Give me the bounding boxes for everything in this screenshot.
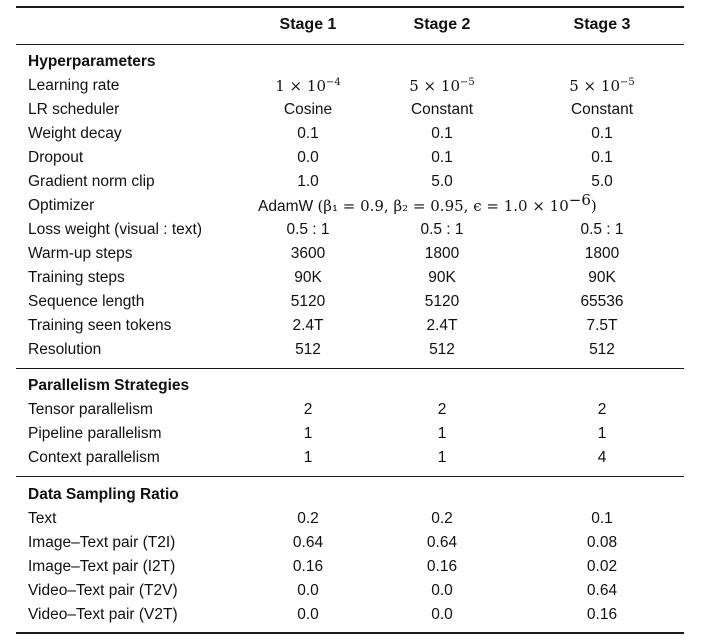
cell-stage-3: 0.1 xyxy=(591,510,613,527)
row-training-steps xyxy=(0,266,704,290)
cell-stage-1: 0.16 xyxy=(292,558,324,575)
cell-stage-3: 4 xyxy=(597,449,607,466)
bottom-rule xyxy=(16,632,684,634)
row-label: Resolution xyxy=(28,341,102,358)
cell-stage-1: 3600 xyxy=(290,245,326,262)
row-label: Weight decay xyxy=(28,125,122,142)
section-title: Parallelism Strategies xyxy=(28,377,190,394)
cell-stage-1: 0.0 xyxy=(297,606,319,623)
cell-stage-3: 1 xyxy=(597,425,607,442)
cell-stage-2: 5120 xyxy=(424,293,460,310)
cell-stage-2: 1 xyxy=(437,425,447,442)
cell-stage-1: 90K xyxy=(294,269,322,286)
header-rule xyxy=(16,44,684,45)
row-label: Context parallelism xyxy=(28,449,160,466)
cell-stage-3: 512 xyxy=(589,341,615,358)
cell-stage-1: 0.2 xyxy=(297,510,319,527)
row-learning-rate xyxy=(0,74,704,98)
cell-stage-1: 0.0 xyxy=(297,149,319,166)
cell-stage-1: 1 xyxy=(303,425,313,442)
row-label: Image–Text pair (I2T) xyxy=(28,558,176,575)
row-label: Warm-up steps xyxy=(28,245,133,262)
cell-stage-2: 0.0 xyxy=(431,606,453,623)
optimizer-value: AdamW (β₁ = 0.9, β₂ = 0.95, $\epsilon = 1.0 \times 10^{-6}$) xyxy=(258,191,597,215)
cell-stage-2: Constant xyxy=(410,101,474,118)
row-label: Loss weight (visual : text) xyxy=(28,221,203,238)
cell-stage-2: 0.0 xyxy=(431,582,453,599)
cell-stage-2: 2 xyxy=(437,401,447,418)
cell-stage-1: 2.4T xyxy=(292,317,324,334)
cell-stage-2: 0.5 : 1 xyxy=(420,221,464,238)
row-context-parallelism xyxy=(0,446,704,470)
cell-stage-3: 1800 xyxy=(584,245,620,262)
cell-stage-3: 0.08 xyxy=(586,534,618,551)
section-rule xyxy=(16,476,684,477)
row-label: Dropout xyxy=(28,149,84,166)
row-pipeline-parallelism xyxy=(0,422,704,446)
cell-stage-3: 0.64 xyxy=(586,582,618,599)
row-video-text-t2v xyxy=(0,579,704,603)
cell-stage-2: 90K xyxy=(428,269,456,286)
cell-stage-2: $5 \times 10^{-5}$ xyxy=(409,77,475,95)
cell-stage-1: Cosine xyxy=(283,101,333,118)
row-tensor-parallelism xyxy=(0,398,704,422)
cell-stage-3: $5 \times 10^{-5}$ xyxy=(569,77,635,95)
section-hyperparameters xyxy=(0,50,704,74)
header-row xyxy=(0,13,704,37)
cell-stage-2: 0.1 xyxy=(431,149,453,166)
col-stage-1: Stage 1 xyxy=(279,16,337,33)
cell-stage-2: 0.2 xyxy=(431,510,453,527)
row-label: Optimizer xyxy=(28,197,95,214)
section-parallelism xyxy=(0,374,704,398)
cell-stage-2: 5.0 xyxy=(431,173,453,190)
top-rule xyxy=(16,6,684,8)
row-label: Text xyxy=(28,510,57,527)
row-image-text-i2t xyxy=(0,555,704,579)
row-warmup-steps xyxy=(0,242,704,266)
cell-stage-2: 0.16 xyxy=(426,558,458,575)
row-label: Pipeline parallelism xyxy=(28,425,162,442)
section-title: Data Sampling Ratio xyxy=(28,486,179,503)
row-label: Gradient norm clip xyxy=(28,173,155,190)
cell-stage-3: 5.0 xyxy=(591,173,613,190)
row-training-seen-tokens xyxy=(0,314,704,338)
cell-stage-2: 512 xyxy=(429,341,455,358)
cell-stage-1: 0.5 : 1 xyxy=(286,221,330,238)
cell-stage-2: 1800 xyxy=(424,245,460,262)
cell-stage-1: $1 \times 10^{-4}$ xyxy=(275,77,341,95)
cell-stage-1: 512 xyxy=(295,341,321,358)
row-dropout xyxy=(0,146,704,170)
cell-stage-3: 0.1 xyxy=(591,149,613,166)
row-label: Learning rate xyxy=(28,77,120,94)
cell-stage-2: 0.1 xyxy=(431,125,453,142)
section-data-sampling xyxy=(0,483,704,507)
row-label: Sequence length xyxy=(28,293,145,310)
cell-stage-3: 65536 xyxy=(580,293,624,310)
row-optimizer xyxy=(0,191,704,218)
cell-stage-1: 1 xyxy=(303,449,313,466)
cell-stage-1: 1.0 xyxy=(297,173,319,190)
section-title: Hyperparameters xyxy=(28,53,156,70)
cell-stage-1: 5120 xyxy=(290,293,326,310)
cell-stage-3: 90K xyxy=(588,269,616,286)
row-label: Training seen tokens xyxy=(28,317,172,334)
row-image-text-t2i xyxy=(0,531,704,555)
row-lr-scheduler xyxy=(0,98,704,122)
cell-stage-2: 0.64 xyxy=(426,534,458,551)
cell-stage-2: 1 xyxy=(437,449,447,466)
row-sequence-length xyxy=(0,290,704,314)
cell-stage-3: 0.02 xyxy=(586,558,618,575)
row-label: LR scheduler xyxy=(28,101,120,118)
cell-stage-3: 0.16 xyxy=(586,606,618,623)
row-label: Training steps xyxy=(28,269,125,286)
row-loss-weight xyxy=(0,218,704,242)
cell-stage-3: 0.1 xyxy=(591,125,613,142)
cell-stage-1: 0.1 xyxy=(297,125,319,142)
row-label: Tensor parallelism xyxy=(28,401,153,418)
row-video-text-v2t xyxy=(0,603,704,627)
row-resolution xyxy=(0,338,704,362)
section-rule xyxy=(16,368,684,369)
row-gradient-norm-clip xyxy=(0,170,704,194)
cell-stage-3: 7.5T xyxy=(586,317,618,334)
row-label: Image–Text pair (T2I) xyxy=(28,534,176,551)
row-weight-decay xyxy=(0,122,704,146)
col-stage-3: Stage 3 xyxy=(573,16,631,33)
row-label: Video–Text pair (T2V) xyxy=(28,582,178,599)
cell-stage-1: 0.0 xyxy=(297,582,319,599)
cell-stage-1: 0.64 xyxy=(292,534,324,551)
cell-stage-3: 2 xyxy=(597,401,607,418)
row-label: Video–Text pair (V2T) xyxy=(28,606,178,623)
col-stage-2: Stage 2 xyxy=(413,16,471,33)
cell-stage-2: 2.4T xyxy=(426,317,458,334)
row-text xyxy=(0,507,704,531)
cell-stage-3: Constant xyxy=(570,101,634,118)
cell-stage-1: 2 xyxy=(303,401,313,418)
cell-stage-3: 0.5 : 1 xyxy=(580,221,624,238)
